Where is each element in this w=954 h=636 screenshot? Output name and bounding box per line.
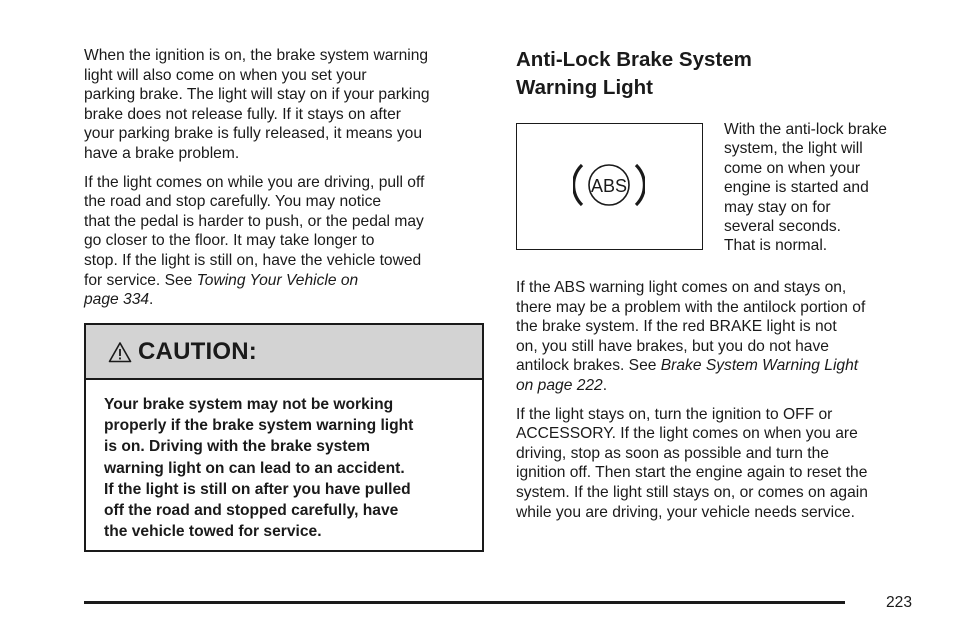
caution-header [86,325,482,380]
see-text: for service. See [84,271,197,289]
brake-warning-paragraph [84,46,486,164]
towing-reference-link[interactable]: Towing Your Vehicle on [196,271,359,289]
caution-line: is on. Driving with the brake system [104,438,371,456]
caution-line: properly if the brake system warning light [104,417,414,435]
text-line: driving, stop as soon as possible and turn the [516,444,829,462]
text-line [84,271,486,291]
text-line: With the anti-lock brake [724,121,887,138]
abs-side-text [724,120,924,256]
caution-box [84,323,484,552]
page-number: 223 [886,594,913,611]
text-line: That is normal. [724,237,828,255]
text-line: If the ABS warning light comes on and stays on, [516,279,847,296]
text-line: If the light comes on while you are driving, pull off [84,173,425,191]
text-line: system, the light will [724,140,863,158]
heading-line: Warning Light [516,76,654,99]
heading-line: Anti-Lock Brake System [516,48,752,71]
caution-body [86,380,482,542]
text-line [84,290,486,310]
text-line [516,356,926,376]
right-column [516,46,922,102]
text-line: If the light stays on, turn the ignition to OFF or [516,405,833,423]
text-line: on, you still have brakes, but you do not have [516,337,829,355]
text-line: the road and stop carefully. You may notice [84,193,382,211]
text-line [516,376,926,396]
abs-icon-label: ABS [590,176,628,196]
brake-warning-reference-link[interactable]: Brake System Warning Light [660,357,859,375]
period: . [149,291,154,309]
text-line: light will also come on when you set your [84,66,367,84]
caution-line: off the road and stopped carefully, have [104,502,399,520]
caution-line: Your brake system may not be working [104,396,394,413]
caution-line: warning light on can lead to an accident. [104,459,405,477]
text-line: while you are driving, your vehicle needs service. [516,503,855,521]
text-line: parking brake. The light will stay on if your parking [84,86,430,104]
right-paragraphs [516,278,926,522]
text-line: there may be a problem with the antilock portion of [516,298,866,316]
text-line: brake does not release fully. If it stays on after [84,105,401,123]
text-line: ignition off. Then start the engine again to reset the [516,464,868,482]
towing-page-reference[interactable]: page 334 [84,291,150,309]
text-line: have a brake problem. [84,144,240,162]
caution-title: CAUTION: [138,337,257,365]
period: . [602,376,608,394]
text-line: the brake system. If the red BRAKE light is not [516,318,837,336]
text-line: system. If the light still stays on, or comes on again [516,483,868,501]
abs-symbol-box [516,123,703,250]
text-line: When the ignition is on, the brake system warning [84,47,429,64]
warning-triangle-icon [108,341,132,363]
text-line: your parking brake is fully released, it means you [84,125,423,143]
text-line: several seconds. [724,218,842,236]
abs-warning-icon [573,157,645,213]
section-heading [516,46,922,102]
text-line: that the pedal is harder to push, or the pedal may [84,212,424,230]
see-text: antilock brakes. See [516,357,661,375]
left-column [84,46,486,310]
ignition-paragraph [516,405,926,523]
text-line: go closer to the floor. It may take longer to [84,232,375,250]
footer-rule [84,601,845,604]
text-line: come on when your [724,159,861,177]
caution-line: If the light is still on after you have pulled [104,480,411,498]
text-line: stop. If the light is still on, have the vehicle towed [84,251,422,269]
text-line: ACCESSORY. If the light comes on when you are [516,425,858,443]
brake-page-reference[interactable]: on page 222 [516,376,603,394]
text-line: may stay on for [724,198,831,216]
text-line: engine is started and [724,179,869,197]
abs-light-paragraph [516,278,926,396]
driving-light-paragraph [84,173,486,310]
caution-line: the vehicle towed for service. [104,523,322,541]
